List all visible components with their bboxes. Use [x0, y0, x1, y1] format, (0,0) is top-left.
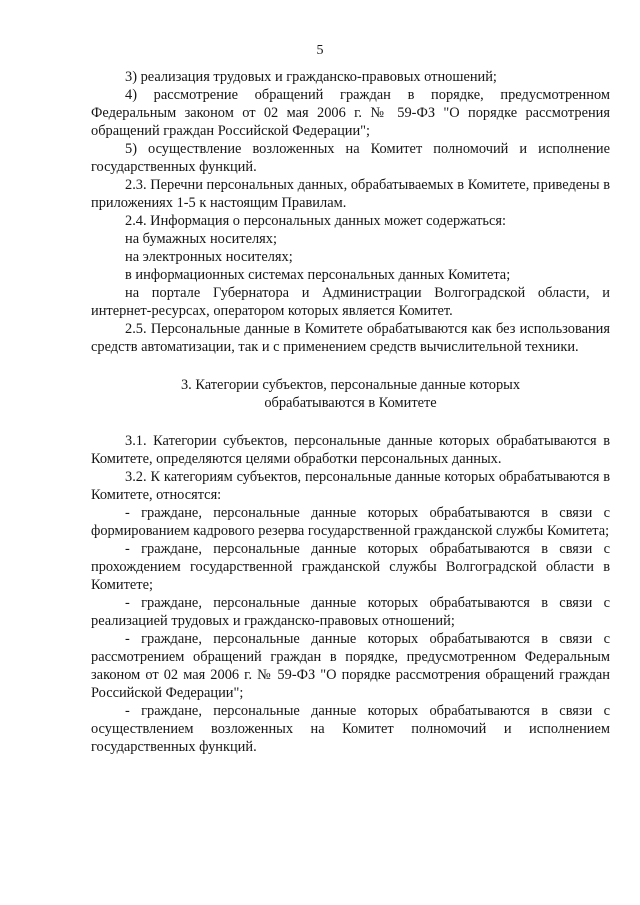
category-item: - граждане, персональные данные которых обрабатываются в связи с реализацией трудовых и гражданско-правовых отношений; [91, 595, 610, 629]
page-number: 5 [316, 43, 324, 58]
clause-2-3: 2.3. Перечни персональных данных, обрабатываемых в Комитете, приведены в приложениях 1-5 к настоящим Правилам. [91, 177, 610, 211]
storage-electronic: на электронных носителях; [125, 249, 293, 265]
clause-2-5: 2.5. Персональные данные в Комитете обрабатываются как без использования средств автоматизации, так и с применением средств вычислительной техники. [91, 321, 610, 355]
category-item: - граждане, персональные данные которых обрабатываются в связи с осуществлением возложенных на Комитет полномочий и исполнением государственных функций. [91, 703, 610, 755]
section-heading [91, 376, 610, 412]
clause-2-4: 2.4. Информация о персональных данных может содержаться: [125, 213, 506, 229]
clause-3-1: 3.1. Категории субъектов, персональные данные которых обрабатываются в Комитете, определяются целями обработки персональных данных. [91, 433, 610, 467]
section-heading-line2: обрабатываются в Комитете [264, 395, 437, 411]
list-item-4: 4) рассмотрение обращений граждан в порядке, предусмотренном Федеральным законом от 02 мая 2006 г. № 59-ФЗ "О порядке рассмотрения обращений граждан Российской Федерации"; [91, 87, 610, 139]
document-body [91, 68, 610, 756]
storage-info-systems: в информационных системах персональных данных Комитета; [125, 267, 511, 283]
storage-portal: на портале Губернатора и Администрации Волгоградской области, и интернет-ресурсах, оператором которых является Комитет. [91, 285, 610, 319]
storage-paper: на бумажных носителях; [125, 231, 277, 247]
list-item-3: 3) реализация трудовых и гражданско-правовых отношений; [125, 69, 497, 85]
category-item: - граждане, персональные данные которых обрабатываются в связи с прохождением государственной гражданской службы Волгоградской области в Комитете; [91, 541, 610, 593]
category-item: - граждане, персональные данные которых обрабатываются в связи с формированием кадрового резерва государственной гражданской службы Комитета; [91, 505, 610, 539]
section-heading-line1: 3. Категории субъектов, персональные данные которых [180, 377, 521, 393]
list-item-5: 5) осуществление возложенных на Комитет полномочий и исполнение государственных функций. [91, 141, 610, 175]
clause-3-2: 3.2. К категориям субъектов, персональные данные которых обрабатываются в Комитете, относятся: [91, 469, 610, 503]
category-item: - граждане, персональные данные которых обрабатываются в связи с рассмотрением обращений граждан в порядке, предусмотренном Федеральным законом от 02 мая 2006 г. № 59-ФЗ "О порядке рассмотрения обращений граждан Российской Федерации"; [91, 631, 610, 701]
